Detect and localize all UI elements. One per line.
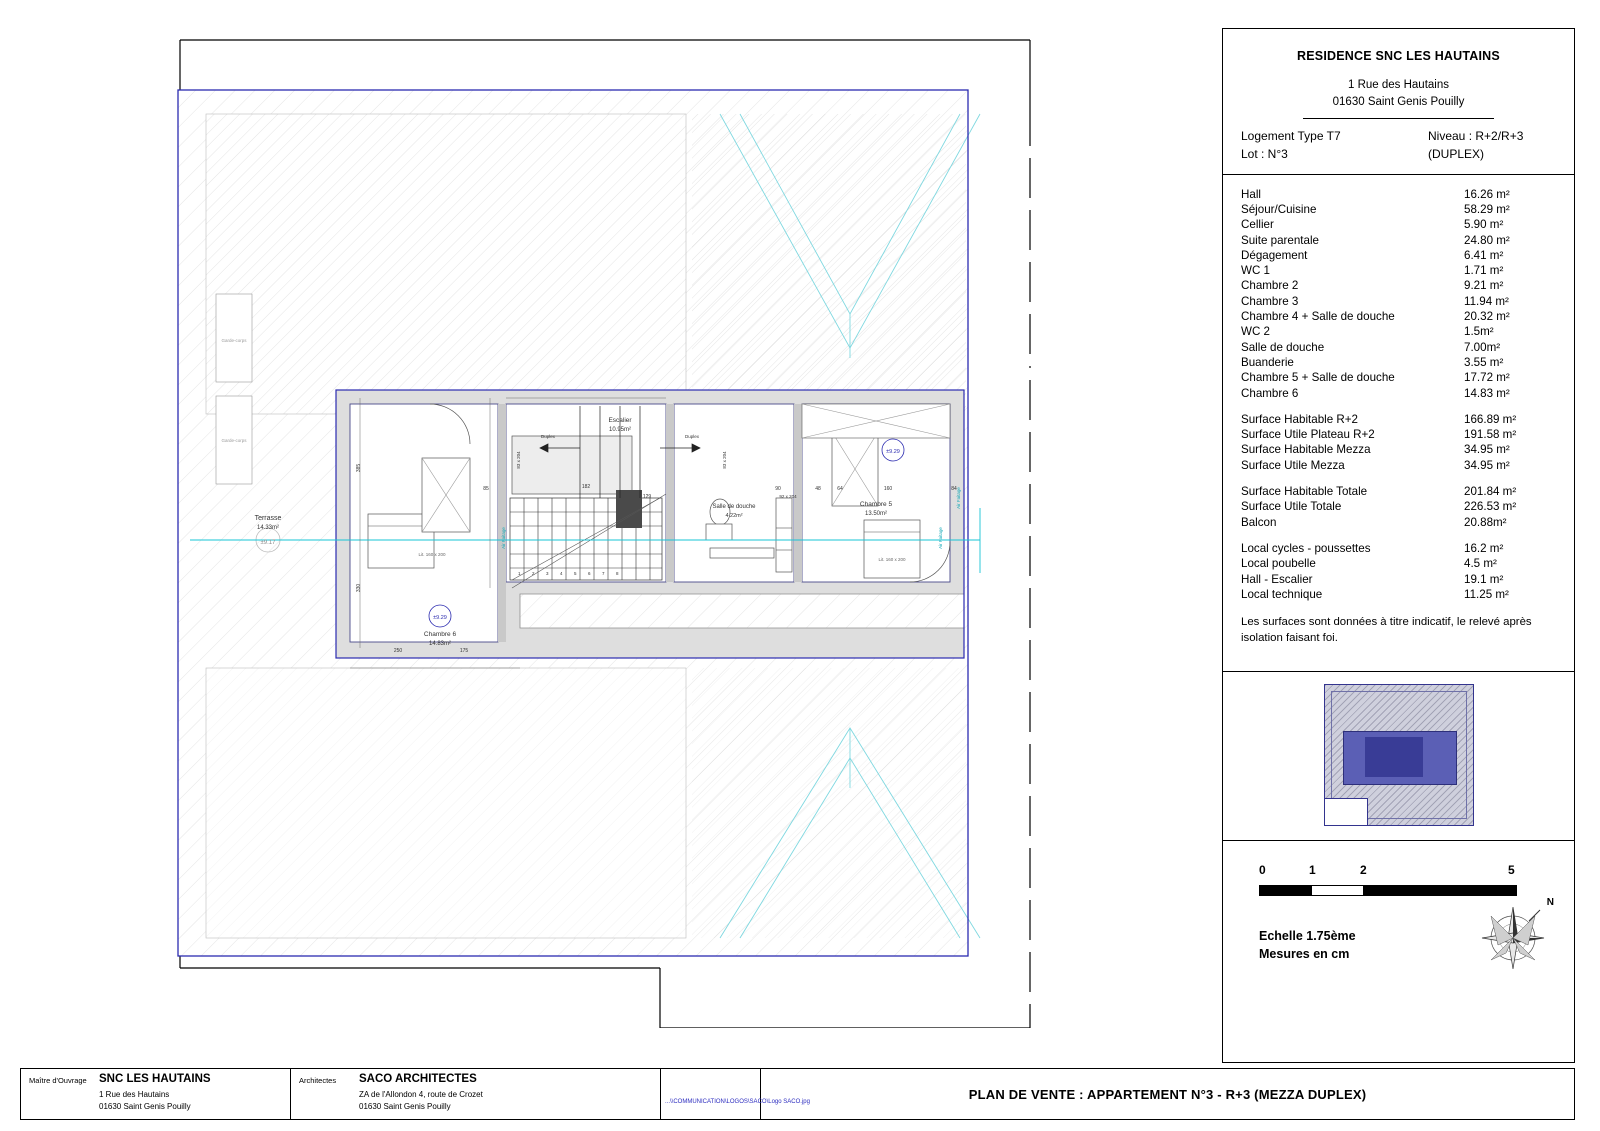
floor-plan-drawing — [20, 28, 1198, 1028]
area-row — [1241, 386, 1556, 401]
area-row — [1241, 248, 1556, 263]
area-label: Local technique — [1241, 587, 1323, 601]
compass-rose — [1474, 896, 1554, 977]
logo-file-path: ...\\COMMUNICATION\LOGOS\SACO\Logo SACO.jpg — [665, 1099, 810, 1105]
label-chambre6: Chambre 6 — [423, 631, 457, 638]
label-door-1: 92 x 204 — [779, 494, 797, 499]
area-label: Balcon — [1241, 515, 1277, 529]
plan-title: PLAN DE VENTE : APPARTEMENT N°3 - R+3 (MEZZA DUPLEX) — [968, 1086, 1367, 1102]
owner-name: SNC LES HAUTAINS — [99, 1073, 211, 1085]
scale-tick-3: 5 — [1508, 862, 1515, 877]
label-air-2: Air Faitage — [938, 527, 943, 549]
dim-top-0: 182 — [581, 484, 591, 490]
niveau: Niveau : R+2/R+3 — [1428, 128, 1524, 143]
project-title: RESIDENCE SNC LES HAUTAINS — [1297, 49, 1500, 63]
area-value: 7.00m² — [1464, 340, 1501, 354]
stair-step-3: 3 — [546, 571, 549, 576]
label-bed-dim-2: Lit. 160 x 200 — [878, 557, 906, 562]
label-garde-corps-2: Garde-corps — [221, 438, 247, 443]
owner-address — [99, 1089, 191, 1113]
scale-seg-3 — [1364, 886, 1516, 895]
architect-cell — [291, 1069, 661, 1119]
area-label: Dégagement — [1241, 248, 1308, 262]
area-value: 16.26 m² — [1464, 187, 1510, 201]
lot-row-1 — [1239, 127, 1558, 146]
area-row — [1241, 458, 1556, 473]
compass-icon — [1474, 896, 1554, 977]
scale-ratio: Echelle 1.75ème — [1259, 928, 1356, 943]
area-value: 34.95 m² — [1464, 458, 1510, 472]
label-terrasse-level: ±9.17 — [260, 540, 276, 546]
niveau-note: (DUPLEX) — [1428, 147, 1485, 162]
dim-misc-5: 160 — [883, 486, 893, 492]
address-rule — [1303, 118, 1494, 119]
area-row — [1241, 412, 1556, 427]
lot-row-2 — [1239, 145, 1558, 164]
area-label: Salle de douche — [1241, 340, 1325, 354]
dim-misc-6: 84 — [951, 486, 957, 492]
area-row — [1241, 309, 1556, 324]
area-row — [1241, 370, 1556, 385]
area-value: 201.84 m² — [1464, 485, 1517, 499]
stair-step-8: 8 — [616, 571, 619, 576]
area-value: 24.80 m² — [1464, 233, 1510, 247]
label-salle-de-douche-area: 4.22m² — [725, 513, 743, 519]
area-value: 11.94 m² — [1464, 294, 1509, 308]
area-label: Chambre 2 — [1241, 279, 1299, 293]
dim-misc-4: 64 — [837, 486, 843, 492]
stair-step-4: 4 — [560, 571, 563, 576]
area-label: Surface Utile Totale — [1241, 500, 1342, 514]
scale-tick-2: 2 — [1360, 862, 1367, 877]
label-garde-corps-1: Garde-corps — [221, 338, 247, 343]
architect-label: Architectes — [299, 1076, 337, 1085]
scale-tick-0: 0 — [1259, 862, 1266, 877]
area-value: 4.5 m² — [1464, 557, 1497, 571]
area-row — [1241, 515, 1556, 530]
area-row — [1241, 541, 1556, 556]
area-row — [1241, 233, 1556, 248]
right-technical-room — [802, 404, 950, 438]
spacer — [1241, 602, 1556, 613]
area-label: Chambre 6 — [1241, 386, 1299, 400]
stair-step-1: 1 — [518, 571, 521, 576]
dim-misc-2: 90 — [775, 486, 781, 492]
area-value: 1.71 m² — [1464, 264, 1504, 278]
dim-left-3: 175 — [459, 648, 469, 654]
label-door-2: 83 x 204 — [516, 451, 521, 469]
spacer — [1241, 401, 1556, 412]
label-duplex-right: Duplex — [684, 434, 700, 439]
area-label: Hall - Escalier — [1241, 572, 1313, 586]
scale-text — [1259, 927, 1356, 963]
area-row — [1241, 263, 1556, 278]
dim-misc-0: 85 — [483, 486, 489, 492]
scale-units: Mesures en cm — [1259, 946, 1350, 961]
stair-step-2: 2 — [532, 571, 535, 576]
area-row — [1241, 294, 1556, 309]
area-label: Suite parentale — [1241, 233, 1319, 247]
key-plan-unit — [1365, 737, 1423, 777]
area-row — [1241, 202, 1556, 217]
area-value: 191.58 m² — [1464, 428, 1517, 442]
logement-type: Logement Type T7 — [1241, 128, 1341, 143]
area-label: Séjour/Cuisine — [1241, 202, 1317, 216]
label-chambre6-area: 14.83m² — [428, 641, 452, 647]
owner-address-line-2: 01630 Saint Genis Pouilly — [99, 1102, 191, 1111]
plan-svg — [20, 28, 1198, 1028]
area-label: WC 2 — [1241, 325, 1270, 339]
label-door-3: 83 x 204 — [722, 451, 727, 469]
area-value: 166.89 m² — [1464, 412, 1517, 426]
label-terrasse: Terrasse — [254, 515, 282, 522]
owner-label: Maître d'Ouvrage — [29, 1076, 87, 1085]
logo-path-cell — [661, 1069, 810, 1119]
dim-left-2: 250 — [393, 648, 403, 654]
stair-step-5: 5 — [574, 571, 577, 576]
architect-name: SACO ARCHITECTES — [359, 1073, 477, 1085]
area-row — [1241, 355, 1556, 370]
area-value: 16.2 m² — [1464, 541, 1504, 555]
area-value: 3.55 m² — [1464, 355, 1504, 369]
area-row — [1241, 499, 1556, 514]
info-panel — [1222, 28, 1575, 1063]
label-terrasse-area: 14.33m² — [256, 525, 280, 531]
area-label: Hall — [1241, 187, 1261, 201]
stair-step-6: 6 — [588, 571, 591, 576]
label-level-3: ±9.29 — [433, 615, 447, 621]
area-row — [1241, 187, 1556, 202]
lot-number: Lot : N°3 — [1241, 147, 1288, 162]
area-value: 6.41 m² — [1464, 248, 1504, 262]
label-level-2: ±9.29 — [886, 449, 900, 455]
area-row — [1241, 572, 1556, 587]
area-row — [1241, 217, 1556, 232]
plan-title-cell — [761, 1069, 1574, 1119]
architect-address — [359, 1089, 483, 1113]
project-address — [1239, 77, 1558, 119]
dim-left-0: 385 — [356, 463, 362, 473]
label-chambre5-area: 13.50m² — [864, 511, 888, 517]
surface-note: Les surfaces sont données à titre indicatif, le relevé après isolation faisant foi. — [1241, 616, 1532, 644]
area-value: 226.53 m² — [1464, 500, 1517, 514]
label-air-3: Air Faitage — [956, 487, 961, 509]
scale-seg-1 — [1260, 886, 1312, 895]
scale-tick-1: 1 — [1309, 862, 1316, 877]
stair-step-7: 7 — [602, 571, 605, 576]
area-value: 19.1 m² — [1464, 572, 1504, 586]
address-line-2: 01630 Saint Genis Pouilly — [1332, 96, 1465, 109]
label-escalier: Escalier — [608, 417, 632, 424]
area-label: Surface Habitable R+2 — [1241, 412, 1358, 426]
key-plan — [1324, 684, 1474, 826]
scale-bar — [1259, 885, 1517, 896]
scale-seg-2 — [1312, 886, 1364, 895]
area-label: Surface Utile Mezza — [1241, 458, 1345, 472]
area-label: Surface Utile Plateau R+2 — [1241, 428, 1375, 442]
label-bed-dim-1: Lit. 160 x 200 — [418, 552, 446, 557]
area-label: Cellier — [1241, 218, 1274, 232]
dim-top-1: 129 — [642, 494, 652, 500]
area-label: Chambre 3 — [1241, 294, 1299, 308]
area-value: 20.32 m² — [1464, 310, 1510, 324]
address-line-1: 1 Rue des Hautains — [1347, 79, 1449, 91]
spacer — [1241, 473, 1556, 484]
dim-left-1: 330 — [356, 583, 362, 593]
area-value: 9.21 m² — [1464, 279, 1504, 293]
area-row — [1241, 587, 1556, 602]
scale-block — [1223, 841, 1574, 981]
area-value: 5.90 m² — [1464, 218, 1504, 232]
area-label: Chambre 4 + Salle de douche — [1241, 310, 1395, 324]
area-row — [1241, 442, 1556, 457]
area-value: 17.72 m² — [1464, 371, 1510, 385]
area-value: 34.95 m² — [1464, 443, 1510, 457]
label-duplex-left: Duplex — [540, 434, 556, 439]
area-value: 14.83 m² — [1464, 386, 1510, 400]
area-label: Chambre 5 + Salle de douche — [1241, 371, 1395, 385]
area-value: 11.25 m² — [1464, 587, 1509, 601]
area-label: Local poubelle — [1241, 557, 1316, 571]
spacer — [1241, 530, 1556, 541]
key-plan-notch — [1325, 798, 1368, 825]
area-label: Local cycles - poussettes — [1241, 541, 1371, 555]
area-label: Buanderie — [1241, 355, 1294, 369]
area-row — [1241, 484, 1556, 499]
area-label: Surface Habitable Totale — [1241, 485, 1368, 499]
label-escalier-area: 10.95m² — [608, 427, 632, 433]
north-label: N — [1546, 896, 1554, 908]
label-air-1: Air Faitage — [501, 527, 506, 549]
architect-address-line-1: ZA de l'Allondon 4, route de Crozet — [359, 1090, 483, 1099]
title-block — [20, 1068, 1575, 1120]
area-row — [1241, 324, 1556, 339]
architect-address-line-2: 01630 Saint Genis Pouilly — [359, 1102, 451, 1111]
area-value: 1.5m² — [1464, 325, 1494, 339]
area-label: WC 1 — [1241, 264, 1270, 278]
key-plan-block — [1223, 672, 1574, 841]
area-row — [1241, 278, 1556, 293]
label-chambre5: Chambre 5 — [859, 501, 893, 508]
owner-cell — [21, 1069, 291, 1119]
dim-misc-3: 48 — [815, 486, 821, 492]
area-row — [1241, 427, 1556, 442]
area-row — [1241, 340, 1556, 355]
areas-table — [1223, 175, 1574, 672]
project-header — [1223, 29, 1574, 175]
label-salle-de-douche: Salle de douche — [712, 504, 756, 510]
area-row — [1241, 556, 1556, 571]
area-value: 20.88m² — [1464, 515, 1507, 529]
area-value: 58.29 m² — [1464, 202, 1510, 216]
area-label: Surface Habitable Mezza — [1241, 443, 1371, 457]
owner-address-line-1: 1 Rue des Hautains — [99, 1090, 170, 1099]
